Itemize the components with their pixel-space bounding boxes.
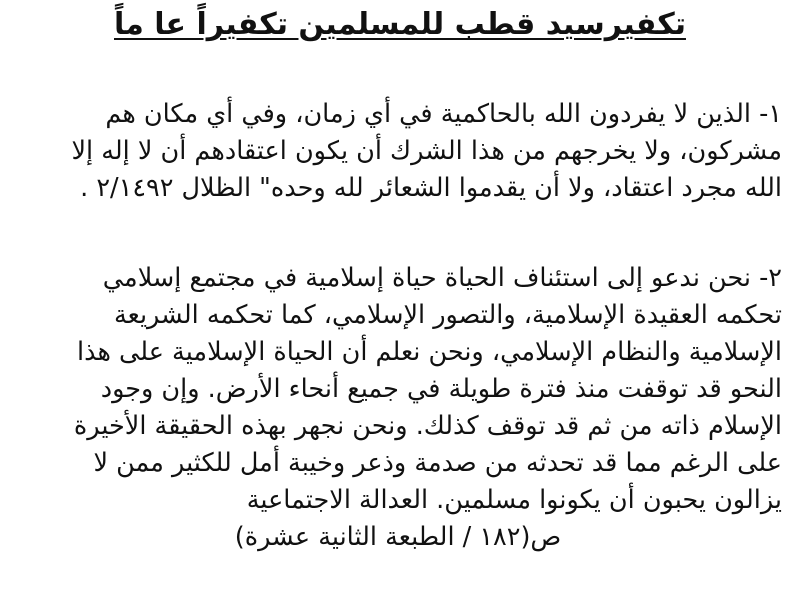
paragraph-2-line: النحو قد توقفت منذ فترة طويلة في جميع أنحاء الأرض. وإن وجود — [100, 374, 782, 404]
paragraph-2-line: على الرغم مما قد تحدثه من صدمة وذعر وخيبة أمل للكثير ممن لا — [93, 448, 782, 478]
quote-paragraph-2 — [14, 260, 782, 556]
paragraph-2-line: الإسلام ذاته من ثم قد توقف كذلك. ونحن نجهر بهذه الحقيقة الأخيرة — [73, 411, 782, 441]
source-citation: ص(١٨٢ / الطبعة الثانية عشرة) — [234, 522, 562, 552]
paragraph-2-line: ٢- نحن ندعو إلى استئناف الحياة حياة إسلامية في مجتمع إسلامي — [102, 263, 782, 293]
page-title: تكفيرسيد قطب للمسلمين تكفيراً عا ماً — [114, 7, 686, 42]
quote-paragraph-1 — [14, 96, 782, 207]
paragraph-1-line: مشركون، ولا يخرجهم من هذا الشرك أن يكون اعتقادهم أن لا إله إلا — [71, 136, 782, 166]
paragraph-2-line: تحكمه العقيدة الإسلامية، والتصور الإسلامي، كما تحكمه الشريعة — [113, 300, 782, 330]
paragraph-2-line: الإسلامية والنظام الإسلامي، ونحن نعلم أن الحياة الإسلامية على هذا — [77, 337, 782, 367]
paragraph-2-line: يزالون يحبون أن يكونوا مسلمين. العدالة الاجتماعية — [246, 485, 782, 515]
paragraph-1-line: الله مجرد اعتقاد، ولا أن يقدموا الشعائر لله وحده" الظلال ٢/١٤٩٢ . — [80, 173, 782, 203]
paragraph-1-line: ١- الذين لا يفردون الله بالحاكمية في أي زمان، وفي أي مكان هم — [105, 99, 782, 129]
